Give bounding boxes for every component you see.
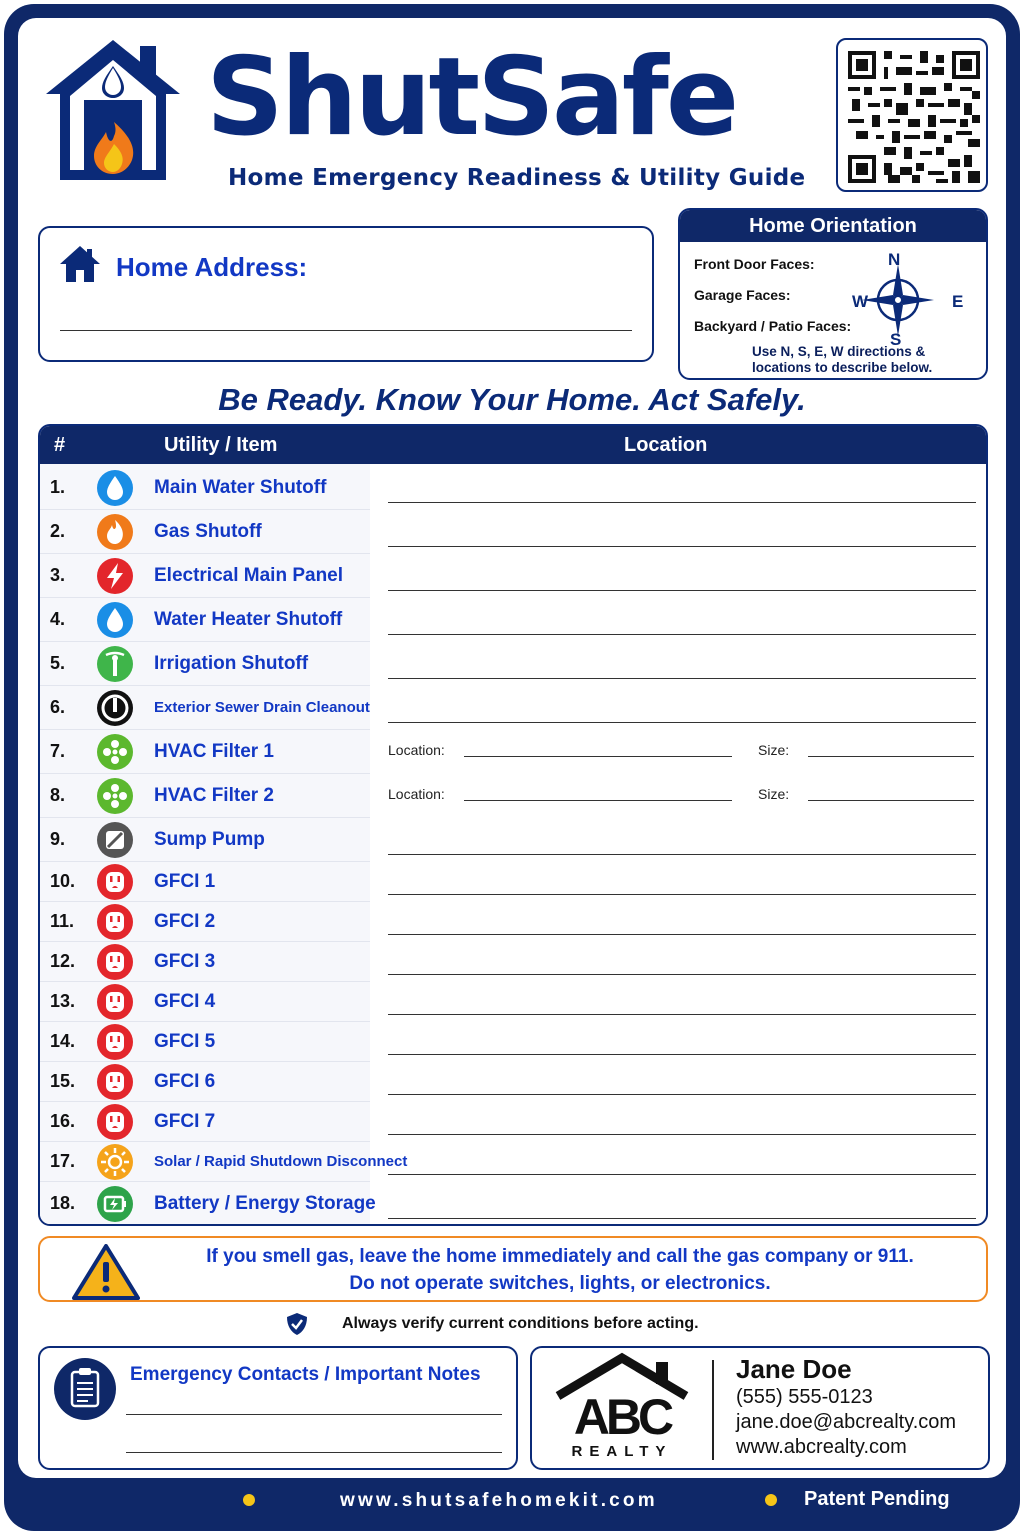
water-drop-icon	[97, 470, 133, 506]
outlet-icon	[97, 904, 133, 940]
outlet-icon	[97, 864, 133, 900]
agent-name: Jane Doe	[736, 1354, 852, 1384]
row-label: Solar / Rapid Shutdown Disconnect	[154, 1153, 408, 1170]
footer-url[interactable]: www.shutsafehomekit.com	[340, 1490, 658, 1511]
clipboard-glyph	[54, 1358, 116, 1420]
row-label: Water Heater Shutoff	[154, 609, 343, 630]
verify-text: Always verify current conditions before acting.	[342, 1315, 699, 1332]
location-field[interactable]	[388, 1134, 976, 1135]
row-number: 9.	[50, 829, 66, 849]
location-field[interactable]	[388, 1218, 976, 1219]
compass-icon	[858, 260, 938, 340]
col-num-header: #	[54, 434, 66, 456]
row-label: HVAC Filter 1	[154, 741, 275, 762]
location-field[interactable]	[388, 634, 976, 635]
outlet-icon	[97, 944, 133, 980]
shield-check-icon	[286, 1312, 308, 1336]
row-number: 8.	[50, 785, 66, 805]
row-number: 14.	[50, 1031, 76, 1051]
row-label: HVAC Filter 2	[154, 785, 275, 806]
row-label: GFCI 2	[154, 911, 216, 932]
location-field[interactable]	[388, 1054, 976, 1055]
table-row	[40, 1182, 376, 1226]
outlet-icon	[97, 984, 133, 1020]
row-label: Irrigation Shutoff	[154, 653, 309, 674]
location-field[interactable]	[388, 974, 976, 975]
table-row	[40, 642, 370, 686]
abc-logo-text: ABC	[573, 1389, 671, 1445]
filter-location-field[interactable]	[464, 756, 732, 757]
row-label: GFCI 7	[154, 1111, 216, 1132]
compass-south: S	[890, 330, 902, 349]
home-icon	[58, 244, 102, 284]
agent-phone[interactable]: (555) 555-0123	[736, 1386, 873, 1408]
filter-size-label: Size:	[758, 786, 790, 802]
row-label: Battery / Energy Storage	[154, 1193, 376, 1214]
gas-warning-text	[180, 1243, 940, 1297]
row-number: 3.	[50, 565, 66, 585]
row-number: 17.	[50, 1151, 76, 1171]
row-label: Exterior Sewer Drain Cleanout	[154, 699, 370, 716]
row-label: Sump Pump	[154, 829, 265, 850]
home-orientation-box	[678, 208, 988, 380]
table-row	[40, 1142, 408, 1182]
pump-icon	[97, 822, 133, 858]
row-label: GFCI 4	[154, 991, 216, 1012]
backyard-faces-label[interactable]: Backyard / Patio Faces:	[694, 318, 852, 334]
footer-dot-right	[765, 1494, 777, 1506]
table-row	[40, 1022, 370, 1062]
table-row	[40, 1102, 370, 1142]
compass-north: N	[888, 250, 901, 269]
outlet-icon	[97, 1064, 133, 1100]
table-row	[40, 1062, 370, 1102]
row-number: 5.	[50, 653, 66, 673]
row-number: 12.	[50, 951, 76, 971]
location-field[interactable]	[388, 678, 976, 679]
flame-icon	[97, 514, 133, 550]
house-flame-logo-icon	[44, 36, 182, 182]
home-address-box	[38, 226, 654, 362]
drain-cap-icon	[97, 690, 133, 726]
gas-warning-line-1: If you smell gas, leave the home immediately and call the gas company or 911.	[206, 1246, 914, 1267]
table-row	[40, 730, 370, 774]
home-address-label: Home Address:	[116, 252, 308, 282]
compass-west: W	[852, 292, 869, 311]
footer-dot-left	[243, 1494, 255, 1506]
motto: Be Ready. Know Your Home. Act Safely.	[218, 382, 806, 417]
filter-location-label: Location:	[388, 786, 445, 802]
location-field[interactable]	[388, 854, 976, 855]
row-number: 4.	[50, 609, 66, 629]
row-label: Main Water Shutoff	[154, 477, 327, 498]
home-address-field[interactable]	[60, 330, 632, 331]
agent-website[interactable]: www.abcrealty.com	[736, 1436, 907, 1458]
home-orientation-title: Home Orientation	[680, 210, 986, 242]
table-row	[40, 598, 370, 642]
row-number: 7.	[50, 741, 66, 761]
fan-icon	[97, 734, 133, 770]
agent-card	[530, 1346, 990, 1470]
table-row	[40, 774, 370, 818]
filter-size-field[interactable]	[808, 756, 974, 757]
abc-logo-sub: REALTY	[571, 1443, 673, 1460]
agent-divider	[712, 1360, 714, 1460]
row-label: GFCI 3	[154, 951, 216, 972]
orientation-note: Use N, S, E, W directions & locations to describe below.	[752, 344, 933, 375]
battery-icon	[97, 1186, 133, 1222]
location-field[interactable]	[388, 934, 976, 935]
row-number: 10.	[50, 871, 76, 891]
location-field[interactable]	[388, 722, 976, 723]
front-door-faces-label[interactable]: Front Door Faces:	[694, 256, 815, 272]
clipboard-icon	[54, 1358, 116, 1420]
brand-name: ShutSafe	[206, 35, 737, 160]
outlet-icon	[97, 1024, 133, 1060]
table-row	[40, 818, 370, 862]
row-number: 2.	[50, 521, 66, 541]
outlet-icon	[97, 1104, 133, 1140]
footer-patent: Patent Pending	[804, 1488, 950, 1510]
row-number: 15.	[50, 1071, 76, 1091]
row-number: 13.	[50, 991, 76, 1011]
garage-faces-label[interactable]: Garage Faces:	[694, 287, 791, 303]
location-field[interactable]	[388, 1174, 976, 1175]
sprinkler-icon	[97, 646, 133, 682]
contacts-field-2[interactable]	[126, 1452, 502, 1453]
row-label: GFCI 6	[154, 1071, 216, 1092]
filter-size-label: Size:	[758, 742, 790, 758]
table-row	[40, 862, 370, 902]
agent-email[interactable]: jane.doe@abcrealty.com	[736, 1411, 957, 1433]
lightning-icon	[97, 558, 133, 594]
filter-location-field[interactable]	[464, 800, 732, 801]
abc-realty-logo	[552, 1352, 692, 1460]
row-number: 1.	[50, 477, 66, 497]
gas-warning-line-2: Do not operate switches, lights, or electronics.	[349, 1273, 771, 1294]
row-number: 16.	[50, 1111, 76, 1131]
brand-tagline: Home Emergency Readiness & Utility Guide	[228, 165, 806, 191]
emergency-contacts-title: Emergency Contacts / Important Notes	[130, 1364, 481, 1385]
warning-icon	[72, 1244, 140, 1300]
contacts-field-1[interactable]	[126, 1414, 502, 1415]
location-field[interactable]	[388, 590, 976, 591]
filter-size-field[interactable]	[808, 800, 974, 801]
location-field[interactable]	[388, 1014, 976, 1015]
table-row	[40, 982, 370, 1022]
table-row	[40, 686, 370, 730]
location-field[interactable]	[388, 1094, 976, 1095]
row-label: GFCI 1	[154, 871, 216, 892]
row-label: Electrical Main Panel	[154, 565, 344, 586]
col-item-header: Utility / Item	[164, 434, 278, 456]
table-header	[40, 426, 986, 464]
col-location-header: Location	[624, 434, 708, 456]
location-field[interactable]	[388, 502, 976, 503]
qr-code-icon	[848, 50, 980, 184]
qr-code[interactable]	[836, 38, 988, 192]
utility-table	[38, 424, 988, 1226]
fan-icon	[97, 778, 133, 814]
row-number: 11.	[50, 911, 75, 931]
location-field[interactable]	[388, 546, 976, 547]
table-row	[40, 942, 370, 982]
table-row	[40, 466, 370, 510]
verify-notice	[286, 1312, 736, 1338]
row-number: 6.	[50, 697, 66, 717]
table-row	[40, 902, 370, 942]
location-field[interactable]	[388, 894, 976, 895]
row-label: GFCI 5	[154, 1031, 216, 1052]
table-row	[40, 554, 370, 598]
emergency-contacts-box	[38, 1346, 518, 1470]
sun-icon	[97, 1144, 133, 1180]
row-number: 18.	[50, 1193, 76, 1213]
row-label: Gas Shutoff	[154, 521, 262, 542]
filter-location-label: Location:	[388, 742, 445, 758]
compass-east: E	[952, 292, 964, 311]
water-drop-icon	[97, 602, 133, 638]
table-row	[40, 510, 370, 554]
gas-warning-box	[38, 1236, 988, 1302]
